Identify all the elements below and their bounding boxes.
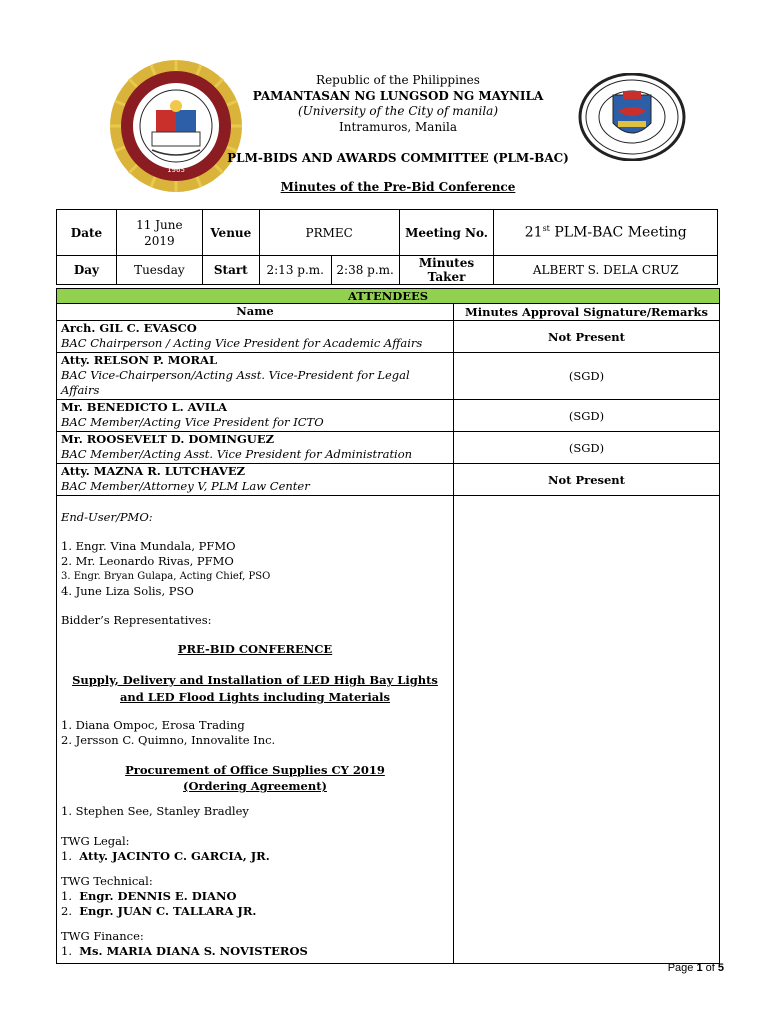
end-time: 2:38 p.m. [331, 256, 399, 285]
project1-title-line2: and LED Flood Lights including Materials [119, 690, 391, 704]
minutes-taker-label: Minutes Taker [399, 256, 494, 285]
committee-title: PLM-BIDS AND AWARDS COMMITTEE (PLM-BAC) [227, 151, 569, 165]
attendee-row [57, 353, 719, 400]
day-label: Day [57, 256, 117, 285]
twg-technical-label: TWG Technical: [61, 874, 153, 888]
twg-technical-member: 1. Engr. DENNIS E. DIANO [61, 889, 237, 903]
minutes-taker-value: ALBERT S. DELA CRUZ [494, 256, 718, 285]
twg-legal-label: TWG Legal: [61, 834, 130, 848]
attendee-remark: (SGD) [568, 408, 605, 423]
attendees-title: ATTENDEES [57, 289, 719, 304]
minutes-title: Minutes of the Pre-Bid Conference [280, 180, 516, 194]
attendees-table [56, 288, 720, 964]
attendee-remark: (SGD) [568, 369, 605, 383]
attendee-name: Arch. GIL C. EVASCO [61, 321, 197, 335]
bidders-label: Bidder’s Representatives: [61, 613, 212, 627]
end-user-label: End-User/PMO: [61, 510, 153, 524]
header-university: PAMANTASAN NG LUNGSOD NG MAYNILA [252, 89, 544, 103]
attendee-cell [57, 321, 454, 352]
manila-seal-logo [578, 73, 686, 161]
bidder-rep: 2. Jersson C. Quimno, Innovalite Inc. [61, 733, 276, 747]
attendee-remark: (SGD) [568, 440, 605, 455]
attendee-remark: Not Present [548, 329, 625, 344]
attendee-cell [57, 400, 454, 431]
attendee-role: BAC Member/Attorney V, PLM Law Center [61, 479, 310, 493]
date-value: 11 June 2019 [116, 210, 202, 256]
attendee-row [57, 464, 719, 496]
attendee-name: Atty. RELSON P. MORAL [61, 353, 218, 367]
date-label: Date [57, 210, 117, 256]
venue-label: Venue [202, 210, 259, 256]
page-number: Page 1 of 5 [667, 962, 724, 974]
start-label: Start [202, 256, 259, 285]
attendees-column-headers [57, 304, 719, 321]
meeting-no-label: Meeting No. [399, 210, 494, 256]
other-attendees-remarks [454, 496, 719, 963]
day-value: Tuesday [116, 256, 202, 285]
header-republic: Republic of the Philippines [316, 73, 480, 87]
attendee-cell [57, 353, 454, 399]
attendee-row [57, 321, 719, 353]
meeting-no-value: 21st PLM-BAC Meeting [494, 210, 718, 256]
twg-finance-label: TWG Finance: [61, 929, 144, 943]
header-location: Intramuros, Manila [338, 120, 458, 134]
attendee-role: BAC Vice-Chairperson/Acting Asst. Vice-President for Legal Affairs [61, 368, 410, 397]
name-column-header: Name [57, 304, 454, 320]
attendee-name: Mr. BENEDICTO L. AVILA [61, 400, 228, 414]
project1-title-line1: Supply, Delivery and Installation of LED High Bay Lights [72, 673, 438, 687]
meeting-info-table [56, 209, 718, 285]
bidder-rep: 1. Diana Ompoc, Erosa Trading [61, 718, 245, 732]
attendee-cell [57, 464, 454, 495]
bidder-rep: 1. Stephen See, Stanley Bradley [61, 804, 249, 818]
end-user-item: 1. Engr. Vina Mundala, PFMO [61, 539, 236, 553]
attendee-remark: Not Present [548, 472, 625, 487]
attendee-name: Mr. ROOSEVELT D. DOMINGUEZ [61, 432, 274, 446]
prebid-title: PRE-BID CONFERENCE [177, 642, 333, 656]
attendee-cell [57, 432, 454, 463]
remarks-column-header: Minutes Approval Signature/Remarks [465, 305, 708, 319]
header-university-english: (University of the City of manila) [297, 104, 499, 118]
end-user-item: 2. Mr. Leonardo Rivas, PFMO [61, 554, 234, 568]
attendee-role: BAC Member/Acting Asst. Vice President for Administration [61, 447, 413, 461]
start-time: 2:13 p.m. [259, 256, 331, 285]
twg-legal-member: 1. Atty. JACINTO C. GARCIA, JR. [61, 849, 270, 863]
attendee-row [57, 432, 719, 464]
other-attendees-cell [57, 496, 454, 963]
attendee-name: Atty. MAZNA R. LUTCHAVEZ [61, 464, 245, 478]
end-user-item: 3. Engr. Bryan Gulapa, Acting Chief, PSO [61, 571, 271, 582]
svg-text:1965: 1965 [167, 166, 185, 174]
twg-technical-member: 2. Engr. JUAN C. TALLARA JR. [61, 904, 257, 918]
project2-title-line1: Procurement of Office Supplies CY 2019 [125, 763, 385, 777]
venue-value: PRMEC [259, 210, 399, 256]
attendee-role: BAC Chairperson / Acting Vice President for Academic Affairs [61, 336, 423, 350]
attendee-row [57, 400, 719, 432]
project2-title-line2: (Ordering Agreement) [183, 779, 327, 793]
attendee-role: BAC Member/Acting Vice President for ICTO [61, 415, 324, 429]
other-attendees-row [57, 496, 719, 963]
twg-finance-member: 1. Ms. MARIA DIANA S. NOVISTEROS [61, 944, 308, 958]
end-user-item: 4. June Liza Solis, PSO [61, 584, 194, 598]
